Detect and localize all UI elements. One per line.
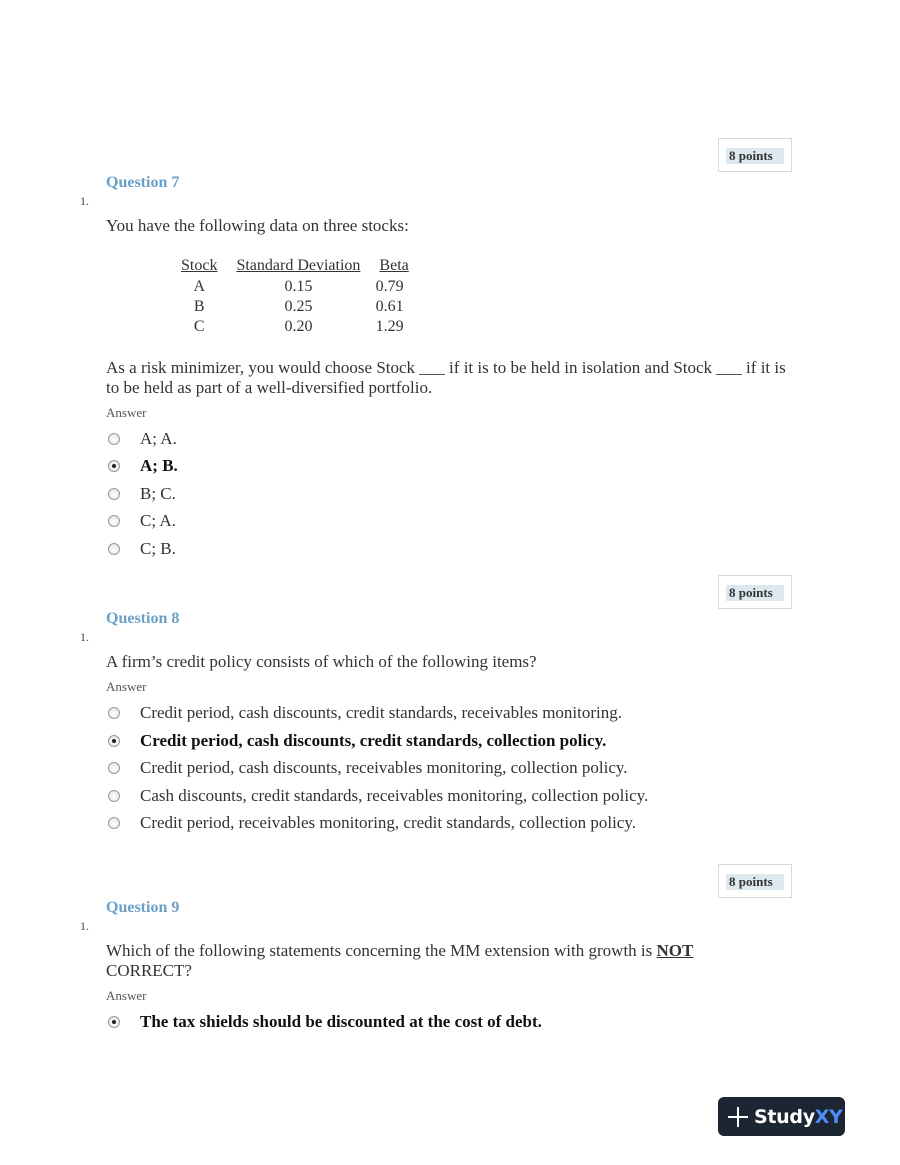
table-cell: 0.25: [284, 298, 313, 315]
points-label: 8 points: [726, 874, 784, 890]
option-label: A; A.: [140, 429, 177, 448]
radio-button[interactable]: [108, 817, 120, 829]
question-title-7: Question 7: [106, 174, 180, 191]
question-text: A firm’s credit policy consists of which of the following items?: [106, 652, 537, 671]
table-header-row: [176, 256, 414, 277]
question-text: As a risk minimizer, you would choose Stock ___ if it is to be held in isolation and Stock ___ if it is to be held as part of a well-diversified portfolio.: [106, 358, 786, 397]
points-box-q9: [718, 864, 792, 898]
radio-button[interactable]: [108, 515, 120, 527]
radio-button[interactable]: [108, 433, 120, 445]
option-label: Credit period, cash discounts, receivables monitoring, collection policy.: [140, 758, 628, 777]
option-label: Credit period, cash discounts, credit standards, receivables monitoring.: [140, 703, 623, 722]
table-row: [176, 277, 414, 297]
option-label: B; C.: [140, 484, 176, 503]
radio-button[interactable]: [108, 762, 120, 774]
logo-text: StudyXY: [754, 1105, 843, 1128]
table-row: [176, 297, 414, 317]
answer-option[interactable]: [108, 429, 177, 449]
option-label: Credit period, cash discounts, credit standards, collection policy.: [140, 731, 607, 750]
radio-button[interactable]: [108, 790, 120, 802]
question-text: [106, 941, 726, 981]
question-number: 1.: [80, 630, 89, 644]
table-cell: 0.20: [284, 318, 313, 335]
question-text-part: CORRECT?: [106, 961, 192, 980]
question-number: 1.: [80, 194, 89, 208]
table-cell: C: [193, 318, 205, 335]
table-cell: 0.15: [284, 278, 313, 295]
answer-option-selected[interactable]: [108, 456, 178, 476]
answer-option[interactable]: [108, 539, 176, 559]
radio-button[interactable]: [108, 488, 120, 500]
table-cell: 1.29: [375, 318, 404, 335]
answer-label: Answer: [106, 679, 147, 694]
radio-button-selected[interactable]: [108, 1016, 120, 1028]
points-label: 8 points: [726, 148, 784, 164]
question-title-9: Question 9: [106, 899, 180, 916]
answer-option[interactable]: [108, 758, 628, 778]
option-label: Cash discounts, credit standards, receivables monitoring, collection policy.: [140, 786, 649, 805]
option-label: A; B.: [140, 456, 178, 475]
points-label: 8 points: [726, 585, 784, 601]
question-intro: You have the following data on three stocks:: [106, 216, 409, 235]
column-header-std-dev: Standard Deviation: [236, 257, 361, 274]
option-label: C; B.: [140, 539, 176, 558]
answer-option[interactable]: [108, 484, 176, 504]
points-box-q8: [718, 575, 792, 609]
answer-option-selected[interactable]: [108, 731, 606, 751]
question-text-part: Which of the following statements concerning the MM extension with growth is: [106, 941, 657, 960]
option-label: Credit period, receivables monitoring, credit standards, collection policy.: [140, 813, 636, 832]
option-label: C; A.: [140, 511, 176, 530]
stocks-table: [176, 256, 414, 337]
answer-label: Answer: [106, 405, 147, 420]
answer-option[interactable]: [108, 786, 648, 806]
radio-button-selected[interactable]: [108, 460, 120, 472]
answer-label: Answer: [106, 988, 147, 1003]
question-title-8: Question 8: [106, 610, 180, 627]
option-label: The tax shields should be discounted at the cost of debt.: [140, 1012, 542, 1031]
table-cell: B: [193, 298, 205, 315]
column-header-stock: Stock: [181, 257, 218, 274]
answer-option[interactable]: [108, 703, 622, 723]
table-cell: A: [193, 278, 205, 295]
plus-icon: [728, 1107, 748, 1127]
answer-option[interactable]: [108, 813, 636, 833]
radio-button-selected[interactable]: [108, 735, 120, 747]
table-cell: 0.79: [375, 278, 404, 295]
radio-button[interactable]: [108, 543, 120, 555]
emphasis-not: NOT: [656, 941, 694, 960]
question-number: 1.: [80, 919, 89, 933]
table-cell: 0.61: [375, 298, 404, 315]
answer-option[interactable]: [108, 511, 176, 531]
points-box-q7: [718, 138, 792, 172]
radio-button[interactable]: [108, 707, 120, 719]
answer-option-selected[interactable]: [108, 1012, 542, 1032]
table-row: [176, 317, 414, 337]
column-header-beta: Beta: [379, 257, 409, 274]
studyxy-logo: [718, 1097, 845, 1136]
